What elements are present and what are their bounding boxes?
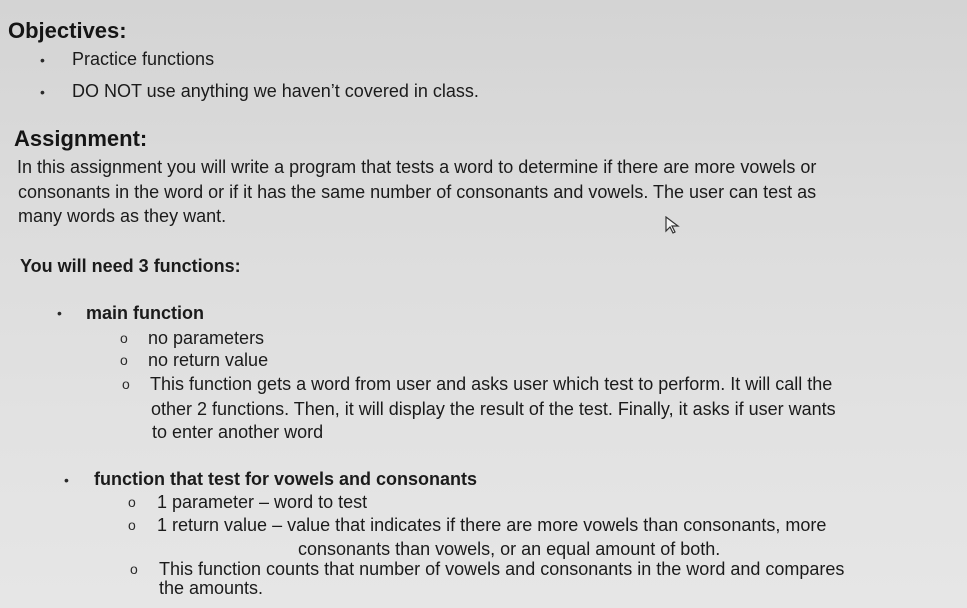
function-detail: no parameters xyxy=(148,328,265,348)
bullet-icon: • xyxy=(57,305,62,321)
function-detail: 1 return value – value that indicates if there are more vowels than consonants, more xyxy=(157,515,827,535)
function-detail: 1 parameter – word to test xyxy=(157,492,368,512)
sub-bullet-icon: o xyxy=(122,376,130,392)
sub-bullet-icon: o xyxy=(120,330,128,346)
assignment-paragraph-line: In this assignment you will write a program that tests a word to determine if there are more vowels or xyxy=(17,157,817,177)
function-detail: other 2 functions. Then, it will display the result of the test. Finally, it asks if user wants xyxy=(151,399,836,419)
mouse-pointer-icon xyxy=(664,216,682,234)
function-detail: the amounts. xyxy=(159,578,264,598)
function-detail: This function gets a word from user and asks user which test to perform. It will call the xyxy=(150,374,833,394)
bullet-icon: • xyxy=(40,52,45,68)
sub-bullet-icon: o xyxy=(120,352,128,368)
assignment-heading: Assignment: xyxy=(14,126,148,151)
function-title: main function xyxy=(86,303,204,323)
assignment-paragraph-line: many words as they want. xyxy=(18,206,227,226)
function-detail: no return value xyxy=(148,350,269,370)
function-detail: This function counts that number of vowels and consonants in the word and compares xyxy=(159,559,845,579)
bullet-icon: • xyxy=(40,84,45,100)
function-detail: consonants than vowels, or an equal amount of both. xyxy=(298,539,721,559)
objective-item: DO NOT use anything we haven’t covered in class. xyxy=(72,81,479,101)
objectives-heading: Objectives: xyxy=(8,18,127,43)
function-title: function that test for vowels and consonants xyxy=(94,469,478,489)
sub-bullet-icon: o xyxy=(130,561,138,577)
functions-intro: You will need 3 functions: xyxy=(20,256,241,276)
sub-bullet-icon: o xyxy=(128,494,136,510)
function-detail: to enter another word xyxy=(152,422,324,442)
bullet-icon: • xyxy=(64,472,69,488)
assignment-paragraph-line: consonants in the word or if it has the same number of consonants and vowels. The user can test as xyxy=(18,182,817,202)
sub-bullet-icon: o xyxy=(128,517,136,533)
objective-item: Practice functions xyxy=(72,49,215,69)
